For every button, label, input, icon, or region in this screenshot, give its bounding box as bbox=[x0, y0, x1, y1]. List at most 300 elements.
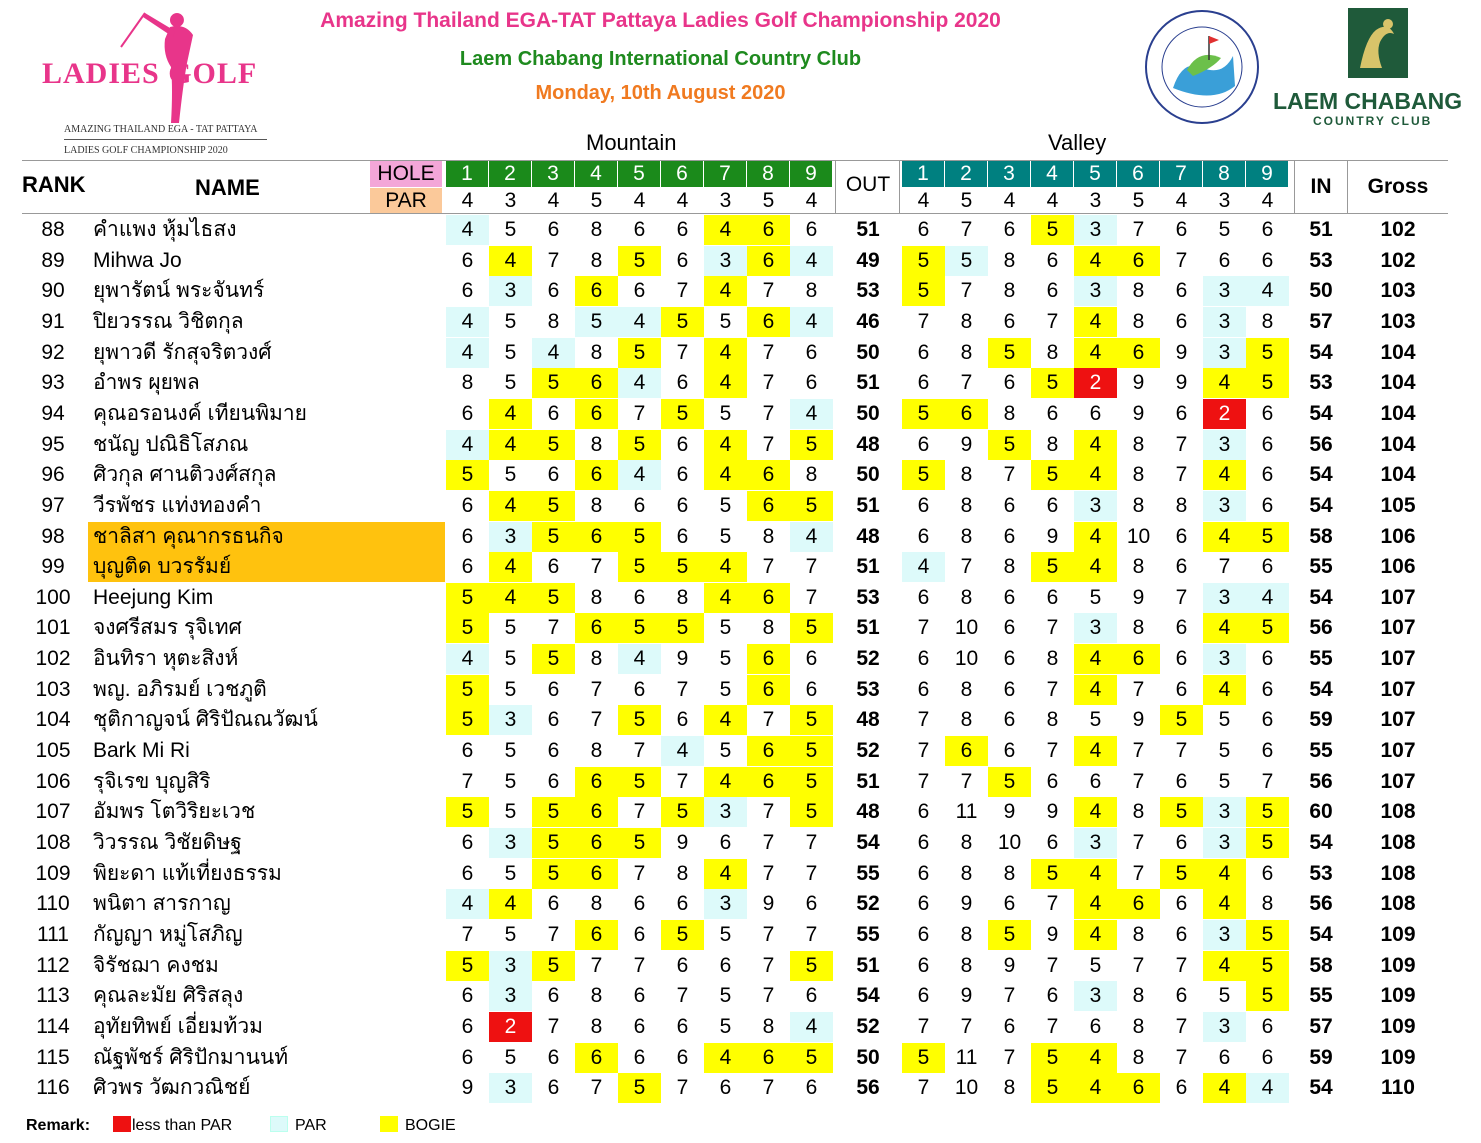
front-score-cell: 8 bbox=[590, 984, 603, 1007]
back-score-cell: 7 bbox=[1132, 218, 1145, 241]
rank-cell: 98 bbox=[41, 525, 65, 548]
back-score-cell: 6 bbox=[1003, 494, 1016, 517]
back-score-cell: 6 bbox=[1175, 678, 1188, 701]
back-score-cell: 5 bbox=[1218, 770, 1231, 793]
front-score-cell: 6 bbox=[575, 767, 618, 797]
front-score-cell: 9 bbox=[676, 647, 689, 670]
front-score-cell: 6 bbox=[547, 739, 560, 762]
back-hole-number: 1 bbox=[902, 161, 945, 187]
front-score-cell: 5 bbox=[575, 307, 618, 337]
back-score-cell: 4 bbox=[1203, 522, 1246, 552]
gross-total: 105 bbox=[1380, 494, 1416, 517]
front-score-cell: 7 bbox=[676, 678, 689, 701]
gross-total: 104 bbox=[1380, 371, 1416, 394]
rank-cell: 110 bbox=[36, 892, 70, 915]
back-score-cell: 7 bbox=[1175, 1015, 1188, 1038]
back-score-cell: 5 bbox=[988, 767, 1031, 797]
front-score-cell: 6 bbox=[575, 1043, 618, 1073]
back-score-cell: 5 bbox=[988, 338, 1031, 368]
back-score-cell: 3 bbox=[1203, 920, 1246, 950]
back-score-cell: 9 bbox=[1132, 371, 1145, 394]
back-score-cell: 7 bbox=[1003, 1046, 1016, 1069]
out-total: 55 bbox=[856, 923, 880, 946]
front-score-cell: 4 bbox=[790, 399, 833, 429]
rank-cell: 104 bbox=[35, 708, 71, 731]
front-par-value: 4 bbox=[805, 189, 818, 212]
front-score-cell: 7 bbox=[805, 586, 818, 609]
back-score-cell: 5 bbox=[902, 460, 945, 490]
front-score-cell: 6 bbox=[676, 525, 689, 548]
front-par-value: 3 bbox=[504, 189, 517, 212]
gross-total: 102 bbox=[1380, 249, 1416, 272]
front-score-cell: 6 bbox=[575, 276, 618, 306]
back-score-cell: 3 bbox=[1203, 276, 1246, 306]
front-hole-number: 2 bbox=[489, 161, 532, 187]
front-score-cell: 4 bbox=[704, 460, 747, 490]
front-score-cell: 3 bbox=[489, 705, 532, 735]
back-par-value: 4 bbox=[1175, 189, 1188, 212]
back-score-cell: 9 bbox=[1175, 371, 1188, 394]
front-score-cell: 5 bbox=[532, 430, 575, 460]
front-score-cell: 5 bbox=[618, 338, 661, 368]
gross-total: 107 bbox=[1380, 708, 1416, 731]
back-score-cell: 6 bbox=[1046, 831, 1059, 854]
front-score-cell: 5 bbox=[661, 920, 704, 950]
front-score-cell: 7 bbox=[676, 341, 689, 364]
rank-cell: 103 bbox=[35, 678, 71, 701]
back-score-cell: 5 bbox=[1160, 797, 1203, 827]
back-score-cell: 7 bbox=[1132, 862, 1145, 885]
back-score-cell: 6 bbox=[1117, 644, 1160, 674]
back-score-cell: 7 bbox=[960, 1015, 973, 1038]
back-score-cell: 9 bbox=[1046, 923, 1059, 946]
player-name: ศิวพร วัฒกวณิชย์ bbox=[93, 1076, 251, 1099]
back-score-cell: 6 bbox=[1261, 494, 1274, 517]
back-score-cell: 2 bbox=[1074, 368, 1117, 398]
front-score-cell: 5 bbox=[661, 552, 704, 582]
front-score-cell: 7 bbox=[590, 708, 603, 731]
laem-chabang-brand: LAEM CHABANG bbox=[1273, 88, 1463, 114]
front-score-cell: 4 bbox=[704, 859, 747, 889]
back-score-cell: 6 bbox=[1261, 402, 1274, 425]
back-score-cell: 6 bbox=[1175, 525, 1188, 548]
rank-cell: 92 bbox=[41, 341, 65, 364]
front-score-cell: 6 bbox=[575, 613, 618, 643]
legend-label: less than PAR bbox=[132, 1117, 233, 1134]
front-hole-number: 3 bbox=[532, 161, 575, 187]
front-score-cell: 4 bbox=[489, 430, 532, 460]
player-name: Bark Mi Ri bbox=[93, 739, 190, 762]
back-score-cell: 4 bbox=[1074, 522, 1117, 552]
back-par-value: 4 bbox=[1046, 189, 1059, 212]
back-score-cell: 8 bbox=[1003, 862, 1016, 885]
back-score-cell: 11 bbox=[955, 800, 978, 823]
in-total: 54 bbox=[1309, 923, 1333, 946]
grid-line bbox=[22, 213, 1448, 214]
back-score-cell: 5 bbox=[988, 430, 1031, 460]
back-score-cell: 5 bbox=[1218, 739, 1231, 762]
back-score-cell: 7 bbox=[1132, 770, 1145, 793]
player-name: วิวรรณ วิชัยดิษฐ bbox=[93, 831, 242, 854]
front-score-cell: 5 bbox=[504, 770, 517, 793]
player-name: อุทัยทิพย์ เอี่ยมท้วม bbox=[93, 1015, 263, 1038]
gross-total: 103 bbox=[1380, 310, 1416, 333]
back-score-cell: 6 bbox=[1003, 310, 1016, 333]
front-score-cell: 6 bbox=[805, 647, 818, 670]
back-score-cell: 4 bbox=[1074, 552, 1117, 582]
back-score-cell: 7 bbox=[1046, 739, 1059, 762]
ladies-golf-logo bbox=[30, 5, 295, 160]
front-score-cell: 6 bbox=[575, 828, 618, 858]
back-score-cell: 6 bbox=[917, 862, 930, 885]
back-score-cell: 6 bbox=[1175, 279, 1188, 302]
back-score-cell: 7 bbox=[1175, 463, 1188, 486]
back-score-cell: 8 bbox=[1132, 494, 1145, 517]
front-score-cell: 5 bbox=[532, 828, 575, 858]
back-hole-number: 9 bbox=[1246, 161, 1289, 187]
out-total: 51 bbox=[856, 770, 880, 793]
front-score-cell: 4 bbox=[790, 522, 833, 552]
back-score-cell: 4 bbox=[1203, 859, 1246, 889]
back-score-cell: 7 bbox=[917, 708, 930, 731]
front-score-cell: 6 bbox=[747, 644, 790, 674]
front-score-cell: 5 bbox=[790, 491, 833, 521]
back-score-cell: 4 bbox=[1074, 797, 1117, 827]
front-score-cell: 4 bbox=[489, 552, 532, 582]
back-score-cell: 5 bbox=[1031, 368, 1074, 398]
grid-line bbox=[835, 160, 836, 214]
front-score-cell: 6 bbox=[747, 491, 790, 521]
in-total: 54 bbox=[1309, 402, 1333, 425]
back-score-cell: 7 bbox=[1003, 463, 1016, 486]
logo-divider bbox=[64, 139, 267, 140]
front-score-cell: 5 bbox=[504, 800, 517, 823]
back-score-cell: 6 bbox=[917, 984, 930, 1007]
front-score-cell: 6 bbox=[805, 341, 818, 364]
front-score-cell: 6 bbox=[719, 1076, 732, 1099]
gross-header: Gross bbox=[1367, 175, 1429, 198]
back-score-cell: 5 bbox=[1031, 859, 1074, 889]
back-par-value: 3 bbox=[1089, 189, 1102, 212]
out-total: 54 bbox=[856, 831, 880, 854]
rank-cell: 108 bbox=[35, 831, 71, 854]
player-name: ยุพารัตน์ พระจันทร์ bbox=[93, 279, 265, 302]
front-score-cell: 5 bbox=[532, 951, 575, 981]
rank-cell: 91 bbox=[41, 310, 65, 333]
back-score-cell: 6 bbox=[1046, 586, 1059, 609]
event-title: Amazing Thailand EGA-TAT Pattaya Ladies Golf Championship 2020 bbox=[320, 9, 1001, 32]
in-total: 56 bbox=[1309, 433, 1333, 456]
front-score-cell: 5 bbox=[504, 739, 517, 762]
back-score-cell: 4 bbox=[1203, 368, 1246, 398]
rank-cell: 93 bbox=[41, 371, 65, 394]
back-score-cell: 6 bbox=[1261, 218, 1274, 241]
front-score-cell: 6 bbox=[719, 954, 732, 977]
back-score-cell: 6 bbox=[1046, 770, 1059, 793]
back-score-cell: 8 bbox=[1046, 708, 1059, 731]
front-score-cell: 4 bbox=[446, 307, 489, 337]
front-score-cell: 5 bbox=[790, 613, 833, 643]
back-score-cell: 5 bbox=[945, 246, 988, 276]
front-score-cell: 7 bbox=[762, 954, 775, 977]
front-score-cell: 7 bbox=[762, 402, 775, 425]
back-score-cell: 4 bbox=[1074, 246, 1117, 276]
front-score-cell: 7 bbox=[590, 954, 603, 977]
out-total: 48 bbox=[856, 800, 880, 823]
front-score-cell: 4 bbox=[790, 1012, 833, 1042]
back-score-cell: 5 bbox=[1031, 460, 1074, 490]
back-score-cell: 6 bbox=[917, 831, 930, 854]
front-score-cell: 6 bbox=[547, 892, 560, 915]
front-score-cell: 6 bbox=[547, 555, 560, 578]
back-score-cell: 7 bbox=[1003, 984, 1016, 1007]
front-score-cell: 6 bbox=[461, 862, 474, 885]
player-name: อัมพร โตวิริยะเวช bbox=[93, 800, 256, 823]
in-total: 56 bbox=[1309, 892, 1333, 915]
back-score-cell: 6 bbox=[1261, 708, 1274, 731]
remark-label: Remark: bbox=[26, 1117, 91, 1134]
back-score-cell: 7 bbox=[1132, 739, 1145, 762]
par-label: PAR bbox=[370, 188, 442, 214]
back-score-cell: 4 bbox=[1246, 276, 1289, 306]
out-total: 52 bbox=[856, 892, 880, 915]
back-hole-number: 6 bbox=[1117, 161, 1160, 187]
grid-line bbox=[22, 160, 1448, 161]
back-score-cell: 8 bbox=[960, 831, 973, 854]
front-score-cell: 5 bbox=[504, 923, 517, 946]
front-score-cell: 7 bbox=[805, 831, 818, 854]
front-score-cell: 5 bbox=[532, 522, 575, 552]
legend-label: PAR bbox=[295, 1117, 327, 1134]
front-score-cell: 4 bbox=[790, 307, 833, 337]
back-score-cell: 6 bbox=[1175, 402, 1188, 425]
front-score-cell: 6 bbox=[633, 984, 646, 1007]
in-total: 56 bbox=[1309, 770, 1333, 793]
front-score-cell: 4 bbox=[704, 583, 747, 613]
legend-swatch bbox=[113, 1116, 131, 1132]
front-score-cell: 7 bbox=[762, 279, 775, 302]
front-score-cell: 5 bbox=[532, 797, 575, 827]
back-score-cell: 6 bbox=[1089, 1015, 1102, 1038]
back-score-cell: 7 bbox=[917, 1076, 930, 1099]
front-score-cell: 7 bbox=[762, 984, 775, 1007]
back-score-cell: 4 bbox=[1074, 644, 1117, 674]
front-score-cell: 6 bbox=[575, 522, 618, 552]
player-name: Heejung Kim bbox=[93, 586, 214, 609]
back-score-cell: 9 bbox=[1003, 954, 1016, 977]
front-score-cell: 6 bbox=[461, 831, 474, 854]
front-par-value: 4 bbox=[461, 189, 474, 212]
front-score-cell: 8 bbox=[547, 310, 560, 333]
front-score-cell: 6 bbox=[676, 892, 689, 915]
front-score-cell: 5 bbox=[504, 310, 517, 333]
back-score-cell: 4 bbox=[1246, 583, 1289, 613]
in-total: 55 bbox=[1309, 555, 1333, 578]
out-total: 51 bbox=[856, 218, 880, 241]
gross-total: 107 bbox=[1380, 739, 1416, 762]
gross-total: 104 bbox=[1380, 341, 1416, 364]
back-score-cell: 8 bbox=[1175, 494, 1188, 517]
back-score-cell: 4 bbox=[1203, 1073, 1246, 1103]
back-score-cell: 4 bbox=[1074, 920, 1117, 950]
grid-line bbox=[1347, 160, 1348, 214]
back-score-cell: 6 bbox=[1175, 616, 1188, 639]
front-score-cell: 7 bbox=[762, 800, 775, 823]
front-score-cell: 6 bbox=[747, 675, 790, 705]
back-score-cell: 6 bbox=[1218, 1046, 1231, 1069]
back-score-cell: 7 bbox=[1046, 616, 1059, 639]
front-score-cell: 7 bbox=[547, 616, 560, 639]
front-score-cell: 5 bbox=[719, 739, 732, 762]
front-score-cell: 6 bbox=[461, 249, 474, 272]
front-score-cell: 5 bbox=[446, 705, 489, 735]
back-score-cell: 4 bbox=[1074, 338, 1117, 368]
front-score-cell: 6 bbox=[575, 797, 618, 827]
out-total: 52 bbox=[856, 1015, 880, 1038]
front-score-cell: 6 bbox=[547, 218, 560, 241]
out-total: 54 bbox=[856, 984, 880, 1007]
player-name: พญ. อภิรมย์ เวชภูติ bbox=[93, 678, 267, 701]
out-total: 56 bbox=[856, 1076, 880, 1099]
front-score-cell: 7 bbox=[762, 341, 775, 364]
back-score-cell: 4 bbox=[1203, 951, 1246, 981]
front-score-cell: 2 bbox=[489, 1012, 532, 1042]
front-score-cell: 6 bbox=[547, 708, 560, 731]
back-score-cell: 6 bbox=[1003, 739, 1016, 762]
section-mountain: Mountain bbox=[586, 130, 677, 155]
back-score-cell: 6 bbox=[917, 647, 930, 670]
front-score-cell: 4 bbox=[704, 767, 747, 797]
gross-total: 108 bbox=[1380, 862, 1416, 885]
front-score-cell: 7 bbox=[676, 279, 689, 302]
back-score-cell: 6 bbox=[945, 399, 988, 429]
back-score-cell: 11 bbox=[955, 1046, 978, 1069]
front-score-cell: 7 bbox=[633, 402, 646, 425]
back-score-cell: 9 bbox=[1046, 800, 1059, 823]
back-score-cell: 6 bbox=[1175, 647, 1188, 670]
back-score-cell: 8 bbox=[1132, 1015, 1145, 1038]
in-total: 50 bbox=[1309, 279, 1333, 302]
in-total: 54 bbox=[1309, 463, 1333, 486]
back-score-cell: 7 bbox=[960, 371, 973, 394]
front-score-cell: 5 bbox=[719, 678, 732, 701]
back-score-cell: 4 bbox=[1074, 889, 1117, 919]
back-score-cell: 3 bbox=[1074, 491, 1117, 521]
front-score-cell: 5 bbox=[504, 1046, 517, 1069]
front-score-cell: 5 bbox=[504, 678, 517, 701]
back-score-cell: 6 bbox=[1261, 433, 1274, 456]
front-score-cell: 6 bbox=[633, 1015, 646, 1038]
back-score-cell: 9 bbox=[1046, 525, 1059, 548]
front-score-cell: 8 bbox=[762, 616, 775, 639]
front-score-cell: 4 bbox=[446, 889, 489, 919]
back-score-cell: 5 bbox=[1160, 705, 1203, 735]
front-score-cell: 8 bbox=[590, 494, 603, 517]
back-score-cell: 8 bbox=[1003, 249, 1016, 272]
back-score-cell: 8 bbox=[1003, 555, 1016, 578]
front-score-cell: 5 bbox=[790, 1043, 833, 1073]
front-score-cell: 5 bbox=[661, 307, 704, 337]
gross-total: 106 bbox=[1380, 525, 1416, 548]
back-score-cell: 6 bbox=[1175, 923, 1188, 946]
in-total: 56 bbox=[1309, 616, 1333, 639]
in-total: 60 bbox=[1309, 800, 1333, 823]
front-score-cell: 6 bbox=[747, 1043, 790, 1073]
front-score-cell: 5 bbox=[618, 430, 661, 460]
back-score-cell: 7 bbox=[917, 616, 930, 639]
back-score-cell: 6 bbox=[1261, 862, 1274, 885]
rank-cell: 116 bbox=[36, 1076, 70, 1099]
front-score-cell: 6 bbox=[461, 1015, 474, 1038]
player-name: ชุติกาญจน์ ศิริปัณณวัฒน์ bbox=[93, 708, 318, 731]
front-score-cell: 6 bbox=[547, 402, 560, 425]
front-hole-number: 6 bbox=[661, 161, 704, 187]
front-score-cell: 4 bbox=[446, 338, 489, 368]
back-score-cell: 5 bbox=[1246, 338, 1289, 368]
back-score-cell: 4 bbox=[1074, 460, 1117, 490]
front-score-cell: 5 bbox=[719, 647, 732, 670]
front-score-cell: 5 bbox=[504, 371, 517, 394]
gross-total: 109 bbox=[1380, 954, 1416, 977]
front-score-cell: 4 bbox=[489, 491, 532, 521]
front-score-cell: 8 bbox=[590, 249, 603, 272]
front-score-cell: 6 bbox=[676, 494, 689, 517]
back-score-cell: 6 bbox=[1175, 892, 1188, 915]
front-score-cell: 4 bbox=[618, 644, 661, 674]
front-par-value: 5 bbox=[590, 189, 603, 212]
front-score-cell: 4 bbox=[704, 276, 747, 306]
out-total: 51 bbox=[856, 555, 880, 578]
back-score-cell: 5 bbox=[1246, 522, 1289, 552]
back-score-cell: 6 bbox=[1175, 310, 1188, 333]
front-score-cell: 7 bbox=[547, 923, 560, 946]
back-hole-number: 2 bbox=[945, 161, 988, 187]
in-total: 51 bbox=[1309, 218, 1333, 241]
gross-total: 108 bbox=[1380, 892, 1416, 915]
player-name: จงศรีสมร รุจิเทศ bbox=[93, 616, 242, 639]
back-score-cell: 8 bbox=[960, 341, 973, 364]
back-score-cell: 8 bbox=[1003, 1076, 1016, 1099]
front-score-cell: 6 bbox=[805, 218, 818, 241]
back-score-cell: 6 bbox=[1003, 586, 1016, 609]
back-score-cell: 6 bbox=[1046, 402, 1059, 425]
front-score-cell: 5 bbox=[532, 859, 575, 889]
country-club-label: COUNTRY CLUB bbox=[1313, 114, 1433, 128]
hole-label: HOLE bbox=[370, 161, 442, 187]
front-score-cell: 9 bbox=[676, 831, 689, 854]
front-score-cell: 6 bbox=[633, 586, 646, 609]
front-score-cell: 6 bbox=[676, 708, 689, 731]
back-score-cell: 8 bbox=[1003, 279, 1016, 302]
back-score-cell: 8 bbox=[1132, 923, 1145, 946]
back-score-cell: 3 bbox=[1074, 276, 1117, 306]
back-score-cell: 9 bbox=[1175, 341, 1188, 364]
back-score-cell: 6 bbox=[1261, 647, 1274, 670]
back-score-cell: 6 bbox=[1117, 246, 1160, 276]
section-valley: Valley bbox=[1048, 130, 1107, 155]
back-score-cell: 6 bbox=[1003, 525, 1016, 548]
gross-total: 107 bbox=[1380, 678, 1416, 701]
front-score-cell: 6 bbox=[805, 678, 818, 701]
front-score-cell: 5 bbox=[504, 218, 517, 241]
front-score-cell: 6 bbox=[633, 218, 646, 241]
laem-chabang-emblem-icon bbox=[1348, 8, 1408, 78]
player-name: พิยะดา แท้เที่ยงธรรม bbox=[93, 862, 282, 885]
in-total: 53 bbox=[1309, 862, 1333, 885]
back-score-cell: 8 bbox=[1046, 647, 1059, 670]
legend-swatch bbox=[380, 1116, 398, 1132]
player-name: จิรัชฌา คงชม bbox=[93, 954, 219, 977]
